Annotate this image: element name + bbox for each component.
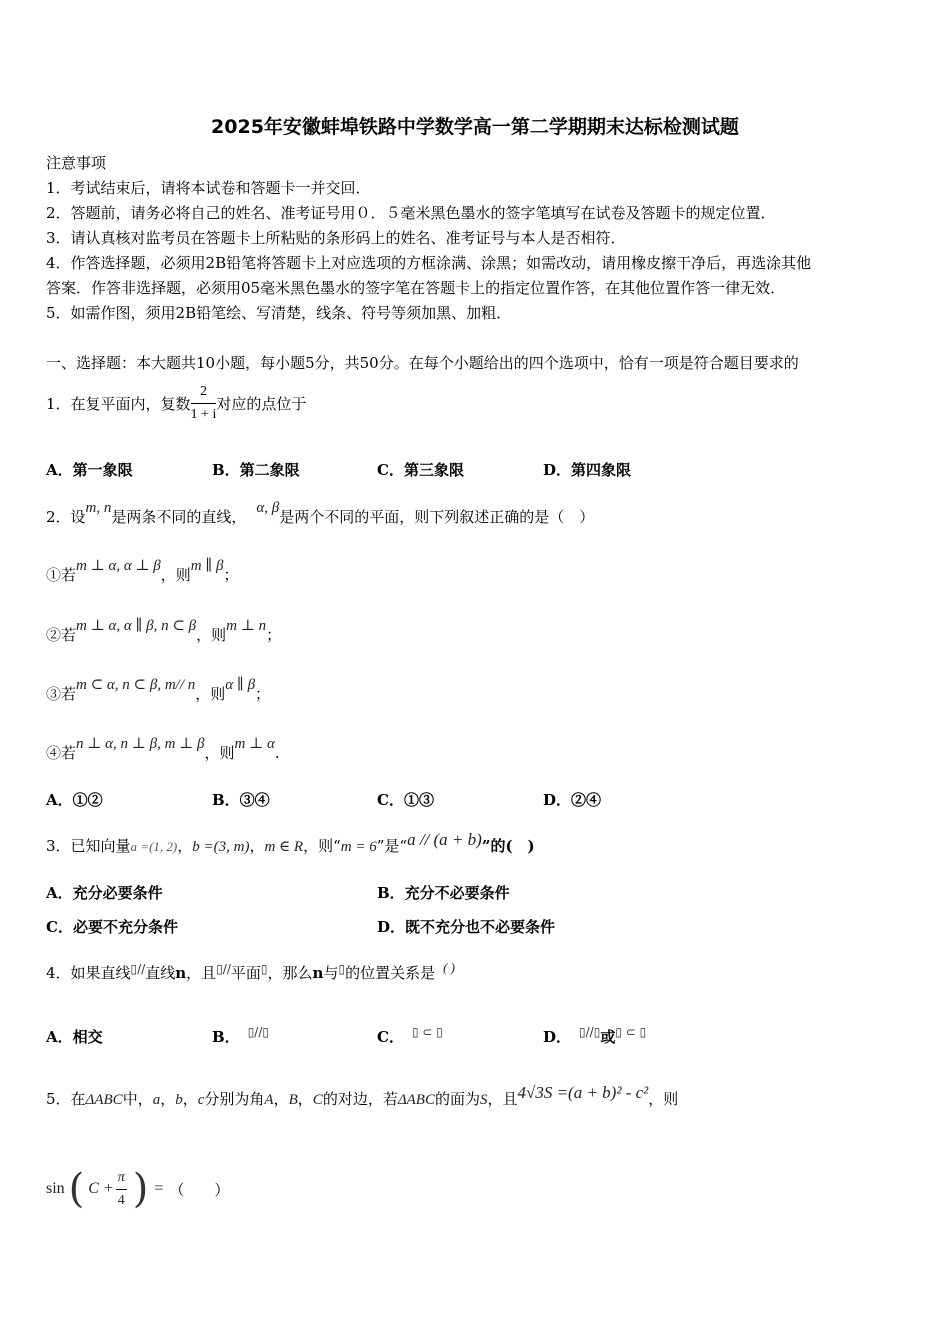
notice-item-4: 4．作答选择题，必须用2B铅笔将答题卡上对应选项的方框涂满、涂黑；如需改动，请用橡皮擦干净后，再选涂其他: [46, 254, 812, 272]
q5-text-then: ，则: [648, 1090, 679, 1108]
q4-stem-pre: 4．如果直线: [46, 964, 131, 982]
q4-text-with: 与: [323, 964, 339, 982]
q5-right-paren: ): [132, 1166, 149, 1212]
q4-option-d-glyph-2: ▯ ⊂ ▯: [615, 1025, 647, 1039]
q2-option-b: B．③④: [212, 791, 270, 809]
q1-fraction-numerator: 2: [191, 381, 217, 404]
question-2: [46, 500, 595, 527]
q2-statement-3: [46, 677, 271, 704]
q2-s4-then: ，则: [204, 744, 235, 762]
q2-s2-condition: m ⊥ α, α ∥ β, n ⊂ β: [76, 618, 197, 634]
q2-s3-then: ，则: [195, 685, 226, 703]
q5-equals: =: [154, 1180, 164, 1197]
q2-stem-post: 是两个不同的平面，则下列叙述正确的是（ ）: [279, 508, 595, 526]
q5-four: 4: [117, 1192, 125, 1208]
q3-m-equals-6: m = 6: [340, 839, 377, 855]
q4-var-n: n: [175, 964, 187, 982]
q3-option-c: C．必要不充分条件: [46, 918, 178, 936]
q4-option-d-glyph-1: ▯//▯: [579, 1025, 601, 1039]
q4-missing-glyph-1: ▯//: [130, 962, 146, 976]
q2-s1-label: ①若: [46, 566, 77, 584]
q5-c-plus: C +: [88, 1180, 114, 1197]
page-title: 2025年安徽蚌埠铁路中学数学高一第二学期期末达标检测试题: [211, 116, 739, 138]
q4-option-c-glyph: ▯ ⊂ ▯: [411, 1025, 443, 1039]
q2-option-c: C．①③: [377, 791, 434, 809]
q3-comma-1: ，: [177, 837, 193, 855]
q2-s1-end: ；: [223, 566, 239, 584]
notice-item-1: 1．考试结束后，请将本试卷和答题卡一并交回．: [46, 179, 371, 197]
q4-stem-post: 的位置关系是: [345, 964, 436, 982]
q5-equation: 4√3S =(a + b)² - c²: [517, 1083, 649, 1102]
q5-var-c: c: [197, 1092, 205, 1108]
notice-item-5: 5．如需作图，须用2B铅笔绘、写清楚，线条、符号等须加黑、加粗．: [46, 304, 512, 322]
q2-s2-then: ，则: [196, 626, 227, 644]
q2-stem-pre: 2．设: [46, 508, 86, 526]
q1-option-b: B．第二象限: [212, 461, 300, 479]
q4-option-d-label: D．: [543, 1028, 572, 1046]
q3-vector-a: a =(1, 2): [130, 839, 178, 854]
q5-comma-4: ，: [297, 1090, 313, 1108]
q4-missing-glyph-2: ▯//: [216, 962, 231, 976]
q4-text-and: ，且: [186, 964, 217, 982]
q4-missing-glyph-3: ▯: [260, 962, 268, 976]
notice-item-3: 3．请认真核对监考员在答题卡上所粘贴的条形码上的姓名、准考证号与本人是否相符．: [46, 229, 626, 247]
q3-m-in-r: m ∈ R: [264, 839, 304, 855]
q4-option-b-glyph: ▯//▯: [247, 1025, 269, 1039]
q5-text-area: 的面为: [434, 1090, 480, 1108]
q4-option-a: A．相交: [46, 1028, 103, 1046]
q3-option-a: A．充分必要条件: [46, 884, 163, 902]
q2-s2-end: ；: [266, 626, 282, 644]
q5-comma-2: ，: [182, 1090, 198, 1108]
q2-s2-result: m ⊥ n: [226, 618, 267, 634]
q5-angle-a: A: [264, 1092, 274, 1108]
q4-text-then: ，那么: [267, 964, 313, 982]
q5-text-in: 中，: [122, 1090, 153, 1108]
q4-option-c-label: C．: [377, 1028, 404, 1046]
section-heading: 一、选择题：本大题共10小题，每小题5分，共50分。在每个小题给出的四个选项中，恰有一项是符合题目要求的: [46, 354, 799, 372]
q1-option-c: C．第三象限: [377, 461, 464, 479]
q1-fraction-denominator: 1 + i: [190, 406, 217, 422]
q3-is: ”是“: [376, 837, 408, 855]
q5-var-a: a: [152, 1092, 161, 1108]
q3-comma-2: ，: [249, 837, 265, 855]
q4-missing-glyph-4: ▯: [338, 962, 346, 976]
q4-option-b: [212, 1026, 269, 1047]
q2-stem-mid: 是两条不同的直线，: [111, 508, 247, 526]
q5-triangle: ΔABC: [85, 1092, 123, 1108]
q5-comma-1: ，: [160, 1090, 176, 1108]
q5-expression: [46, 1162, 229, 1216]
q5-answer-paren: （ ）: [169, 1180, 230, 1199]
q2-s1-then: ，则: [160, 566, 191, 584]
question-4: [46, 962, 455, 983]
q4-var-n-2: n: [312, 964, 324, 982]
q2-s3-condition: m ⊂ α, n ⊂ β, m// n: [76, 677, 196, 693]
q5-triangle-2: ΔABC: [397, 1092, 435, 1108]
q5-sin: sin: [46, 1180, 65, 1197]
notice-item-2: 2．答题前，请务必将自己的姓名、准考证号用０．５毫米黑色墨水的签字笔填写在试卷及答题卡的规定位置．: [46, 204, 776, 222]
q2-s1-condition: m ⊥ α, α ⊥ β: [76, 558, 161, 574]
question-5: [46, 1083, 679, 1109]
q2-statement-4: [46, 736, 280, 763]
q3-stem-post: ”的( ): [481, 837, 535, 855]
q2-s3-label: ③若: [46, 685, 77, 703]
q2-s4-condition: n ⊥ α, n ⊥ β, m ⊥ β: [76, 736, 205, 752]
q2-option-a: A．①②: [46, 791, 103, 809]
notice-item-4-cont: 答案．作答非选择题，必须用05毫米黑色墨水的签字笔在答题卡上的指定位置作答，在其他位置作答一律无效．: [46, 279, 786, 297]
q2-s4-end: .: [274, 744, 280, 762]
q3-option-b: B．充分不必要条件: [377, 884, 510, 902]
q2-s4-result: m ⊥ α: [234, 736, 275, 752]
q2-s1-result: m ∥ β: [190, 558, 224, 574]
q4-paren: ( ): [443, 960, 455, 975]
q2-s3-result: α ∥ β: [225, 677, 256, 693]
q1-option-a: A．第一象限: [46, 461, 133, 479]
q5-text-opposite: 的对边，若: [322, 1090, 398, 1108]
q5-text-respectively: 分别为角: [204, 1090, 265, 1108]
q5-pi: π: [116, 1167, 127, 1190]
q5-pi-fraction: [116, 1167, 127, 1212]
q5-var-s: S: [479, 1092, 488, 1108]
q4-option-c: [377, 1026, 443, 1047]
q2-statement-2: [46, 618, 282, 645]
q2-statement-1: [46, 558, 239, 585]
q4-text-plane: 平面: [230, 964, 261, 982]
q4-option-d-or: 或: [600, 1028, 616, 1046]
q5-stem-pre: 5．在: [46, 1090, 86, 1108]
question-1: [46, 378, 306, 428]
q3-vector-b: b =(3, m): [192, 839, 250, 855]
q5-angle-c: C: [312, 1092, 323, 1108]
q5-var-b: b: [175, 1092, 183, 1108]
q4-text-line: 直线: [145, 964, 176, 982]
q3-parallel-condition: a // (a + b): [407, 830, 482, 849]
q1-stem-post: 对应的点位于: [216, 394, 307, 413]
q4-option-b-label: B．: [212, 1028, 240, 1046]
q5-text-and: ，且: [487, 1090, 518, 1108]
q2-option-d: D．②④: [543, 791, 602, 809]
q1-stem-pre: 1．在复平面内，复数: [46, 394, 191, 413]
q3-stem-pre: 3．已知向量: [46, 837, 131, 855]
q5-left-paren: (: [68, 1166, 85, 1212]
q2-s4-label: ④若: [46, 744, 77, 762]
q3-then: ，则“: [303, 837, 341, 855]
q2-s3-end: ；: [255, 685, 271, 703]
q2-vars-lines: m, n: [85, 500, 112, 516]
q2-vars-planes: α, β: [256, 500, 280, 516]
notice-heading: 注意事项: [46, 154, 107, 172]
question-3: [46, 830, 535, 856]
q5-comma-3: ，: [273, 1090, 289, 1108]
q5-angle-b: B: [288, 1092, 298, 1108]
q4-option-d: [543, 1026, 646, 1047]
q1-fraction: [191, 381, 217, 426]
q2-s2-label: ②若: [46, 626, 77, 644]
q1-option-d: D．第四象限: [543, 461, 632, 479]
q3-option-d: D．既不充分也不必要条件: [377, 918, 556, 936]
